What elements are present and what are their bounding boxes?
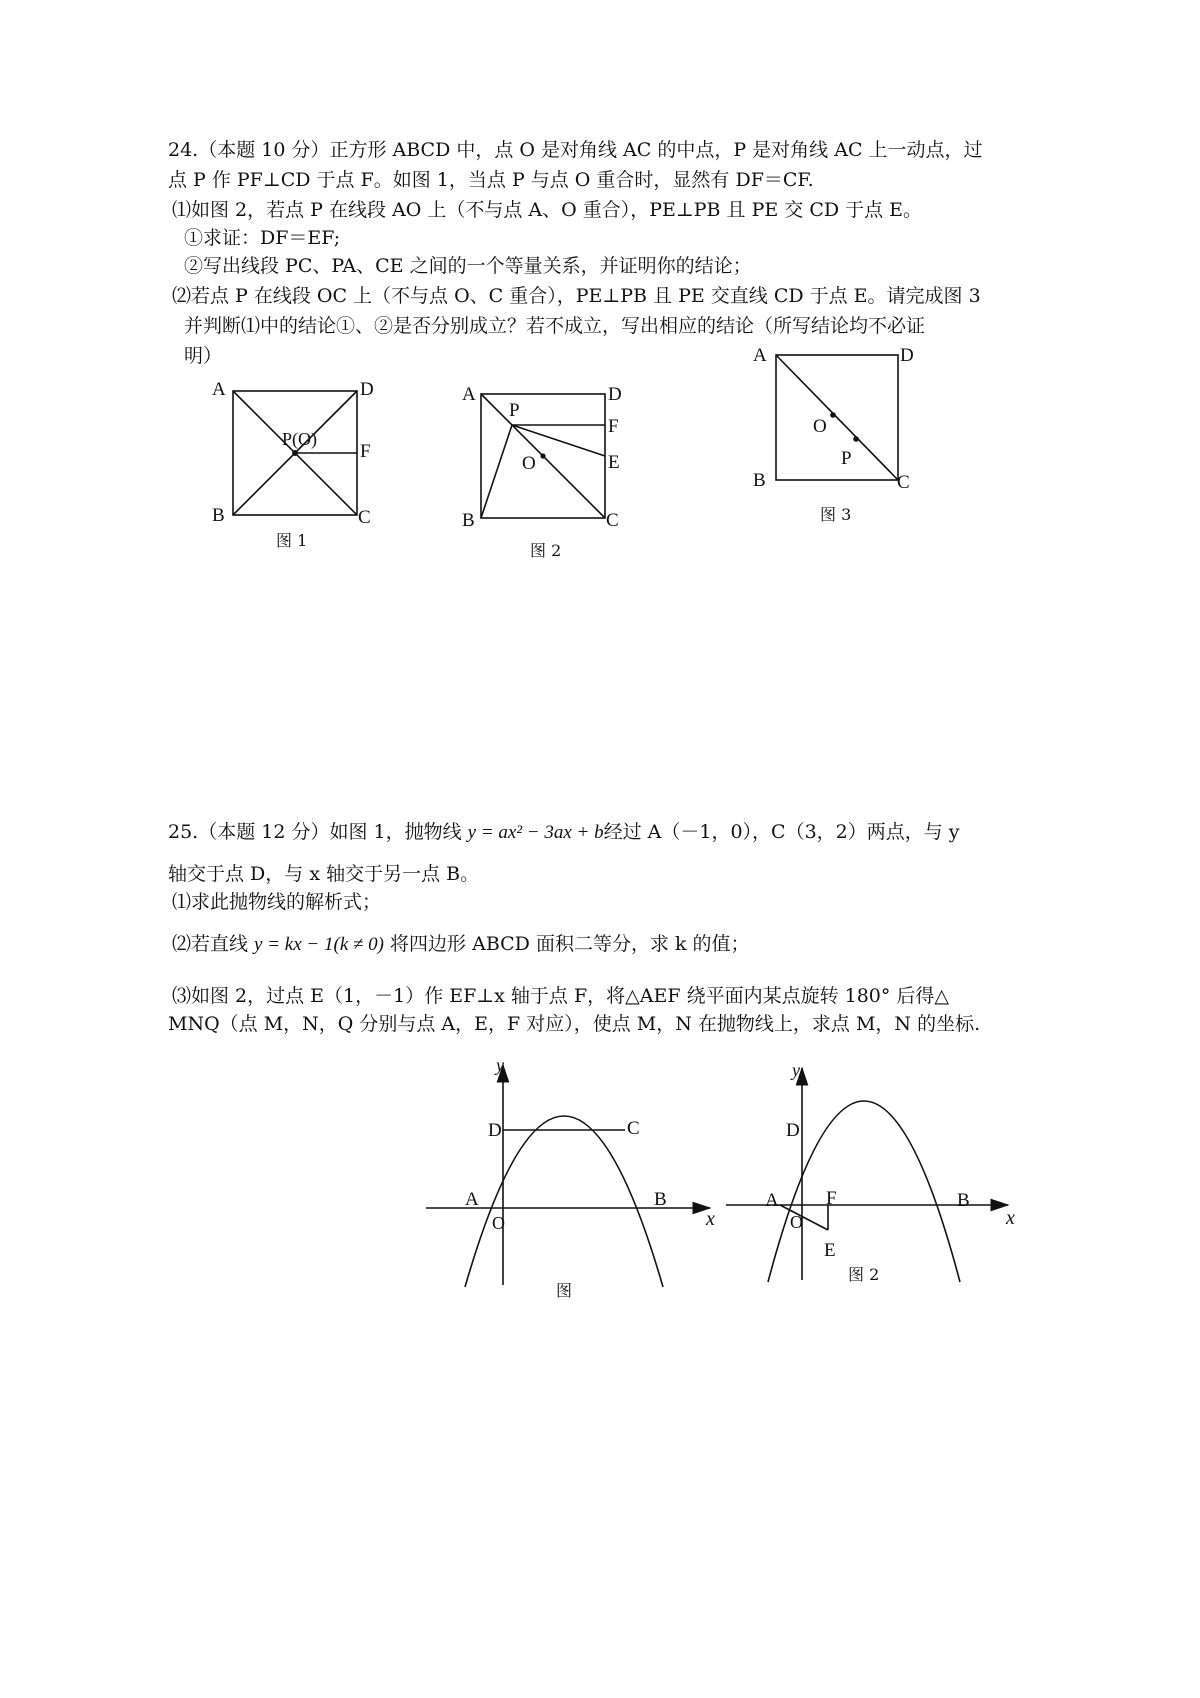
q25-figure-1: [420, 1055, 730, 1315]
q24-line-3: ⑴如图 2，若点 P 在线段 AO 上（不与点 A、O 重合），PE⊥PB 且 PE 交 CD 于点 E。: [172, 199, 923, 221]
figB-label-F: F: [826, 1188, 837, 1209]
q24-line-2: 点 P 作 PF⊥CD 于点 F。如图 1，当点 P 与点 O 重合时，显然有 DF＝CF.: [168, 169, 814, 191]
q25-line-6: MNQ（点 M，N，Q 分别与点 A，E，F 对应），使点 M，N 在抛物线上，求点 M，N 的坐标.: [168, 1013, 981, 1035]
fig3-label-C: C: [897, 472, 910, 493]
q24-line-7: 并判断⑴中的结论①、②是否分别成立？若不成立，写出相应的结论（所写结论均不必证: [184, 315, 926, 337]
q25-line-1-post: 经过 A（－1，0），C（3，2）两点，与 y: [603, 821, 960, 843]
figA-label-y: y: [496, 1055, 504, 1075]
fig2-label-P: P: [509, 400, 520, 421]
q25-line-1: [168, 818, 960, 847]
fig2-label-C: C: [606, 510, 619, 531]
q25-line-5: ⑶如图 2，过点 E（1，－1）作 EF⊥x 轴于点 F，将△AEF 绕平面内某点旋转 180° 后得△: [172, 985, 950, 1007]
q24-figure-1: [200, 375, 400, 545]
q24-line-5: ②写出线段 PC、PA、CE 之间的一个等量关系，并证明你的结论；: [184, 255, 752, 277]
q25-formula: y = ax² − 3ax + b: [467, 822, 604, 843]
fig1-label-B: B: [212, 505, 225, 526]
figB-label-y: y: [792, 1060, 800, 1080]
figB-label-E: E: [824, 1240, 836, 1261]
fig2-label-B: B: [462, 510, 475, 531]
fig2-label-F: F: [608, 416, 619, 437]
figB-label-A: A: [765, 1190, 779, 1211]
fig3-label-D: D: [900, 345, 914, 366]
q24-line-4: ①求证：DF＝EF;: [184, 227, 341, 249]
figA-label-x: x: [706, 1208, 715, 1230]
figA-label-D: D: [488, 1120, 502, 1141]
fig1-label-A: A: [212, 379, 226, 400]
figB-caption: 图 2: [848, 1265, 880, 1284]
q25-line-4-post: 将四边形 ABCD 面积二等分，求 k 的值；: [384, 933, 750, 955]
figB-label-x: x: [1006, 1207, 1015, 1229]
figA-label-C: C: [627, 1118, 640, 1139]
fig2-label-E: E: [608, 452, 620, 473]
fig1-caption: 图 1: [276, 531, 308, 550]
figA-label-A: A: [465, 1189, 479, 1210]
figB-label-O: O: [790, 1212, 803, 1232]
fig1-label-D: D: [360, 379, 374, 400]
fig1-label-PO: P(O): [282, 429, 317, 449]
q25-line-4-pre: ⑵若直线: [172, 933, 255, 955]
q24-line-6: ⑵若点 P 在线段 OC 上（不与点 O、C 重合），PE⊥PB 且 PE 交直线 CD 于点 E。请完成图 3: [172, 285, 981, 307]
figA-caption: 图: [556, 1281, 573, 1300]
fig2-label-A: A: [462, 384, 476, 405]
figA-label-O: O: [492, 1213, 505, 1233]
fig2-label-D: D: [608, 384, 622, 405]
fig3-label-O: O: [813, 416, 827, 437]
q25-line-2: 轴交于点 D，与 x 轴交于另一点 B。: [168, 863, 480, 885]
fig1-label-C: C: [358, 507, 371, 528]
q24-line-1: 24.（本题 10 分）正方形 ABCD 中，点 O 是对角线 AC 的中点，P 是对角线 AC 上一动点，过: [168, 139, 983, 161]
fig3-label-A: A: [753, 345, 767, 366]
fig1-label-F: F: [360, 441, 371, 462]
q24-line-8: 明）: [184, 345, 223, 367]
figB-label-B: B: [957, 1190, 970, 1211]
q25-line-4: [172, 930, 750, 959]
figB-label-D: D: [786, 1120, 800, 1141]
fig2-caption: 图 2: [530, 541, 562, 560]
q24-figure-3: [745, 340, 935, 500]
fig3-caption: 图 3: [820, 505, 852, 524]
q24-figure-2: [452, 380, 642, 550]
fig3-label-P: P: [841, 448, 852, 469]
q25-line-3: ⑴求此抛物线的解析式；: [172, 891, 382, 913]
fig3-label-B: B: [753, 470, 766, 491]
fig2-label-O: O: [522, 453, 536, 474]
figA-label-B: B: [654, 1189, 667, 1210]
q25-line-4-formula: y = kx − 1(k ≠ 0): [254, 934, 385, 955]
q25-line-1-pre: 25.（本题 12 分）如图 1，抛物线: [168, 821, 468, 843]
